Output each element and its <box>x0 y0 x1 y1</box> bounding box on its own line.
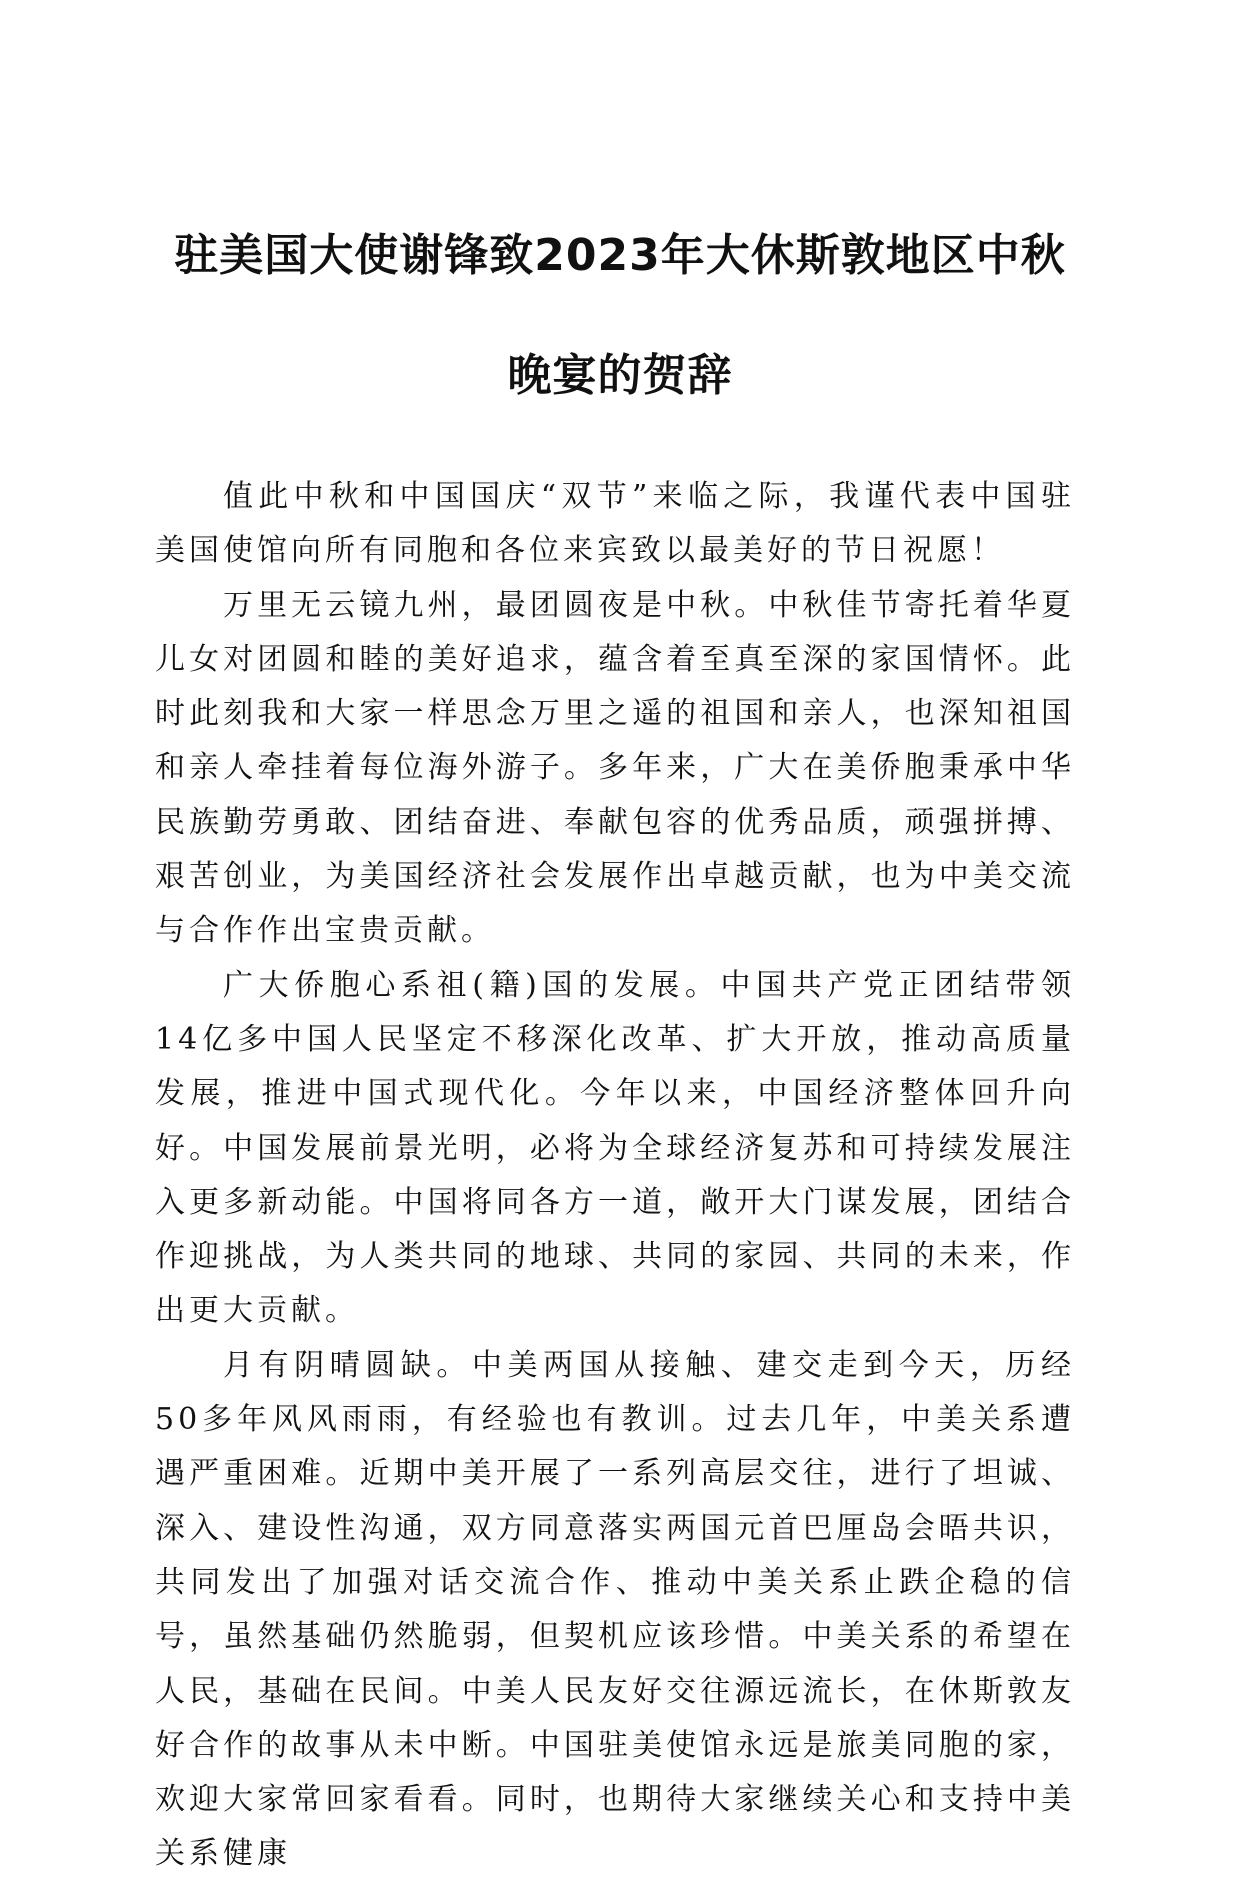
paragraph-3: 广大侨胞心系祖(籍)国的发展。中国共产党正团结带领14亿多中国人民坚定不移深化改革、扩大开放，推动高质量发展，推进中国式现代化。今年以来，中国经济整体回升向好。中国发展前景光明，必将为全球经济复苏和可持续发展注入更多新动能。中国将同各方一道，敞开大门谋发展，团结合作迎挑战，为人类共同的地球、共同的家园、共同的未来，作出更大贡献。 <box>155 967 1075 1329</box>
document-title-line-1: 驻美国大使谢锋致2023年大休斯敦地区中秋 <box>174 230 1066 281</box>
document-body <box>155 470 1075 1882</box>
paragraph-2: 万里无云镜九州，最团圆夜是中秋。中秋佳节寄托着华夏儿女对团圆和睦的美好追求，蕴含着至真至深的家国情怀。此时此刻我和大家一样思念万里之遥的祖国和亲人，也深知祖国和亲人牵挂着每位海外游子。多年来，广大在美侨胞秉承中华民族勤劳勇敢、团结奋进、奉献包容的优秀品质，顽强拼搏、艰苦创业，为美国经济社会发展作出卓越贡献，也为中美交流与合作作出宝贵贡献。 <box>155 587 1075 949</box>
document-title-line-2: 晚宴的贺辞 <box>507 350 733 401</box>
paragraph-4: 月有阴晴圆缺。中美两国从接触、建交走到今天，历经50多年风风雨雨，有经验也有教训。过去几年，中美关系遭遇严重困难。近期中美开展了一系列高层交往，进行了坦诚、深入、建设性沟通，双方同意落实两国元首巴厘岛会晤共识，共同发出了加强对话交流合作、推动中美关系止跌企稳的信号，虽然基础仍然脆弱，但契机应该珍惜。中美关系的希望在人民，基础在民间。中美人民友好交往源远流长，在休斯敦友好合作的故事从未中断。中国驻美使馆永远是旅美同胞的家，欢迎大家常回家看看。同时，也期待大家继续关心和支持中美关系健康 <box>155 1347 1075 1872</box>
paragraph-1: 值此中秋和中国国庆“双节”来临之际，我谨代表中国驻美国使馆向所有同胞和各位来宾致以最美好的节日祝愿！ <box>155 479 1075 569</box>
